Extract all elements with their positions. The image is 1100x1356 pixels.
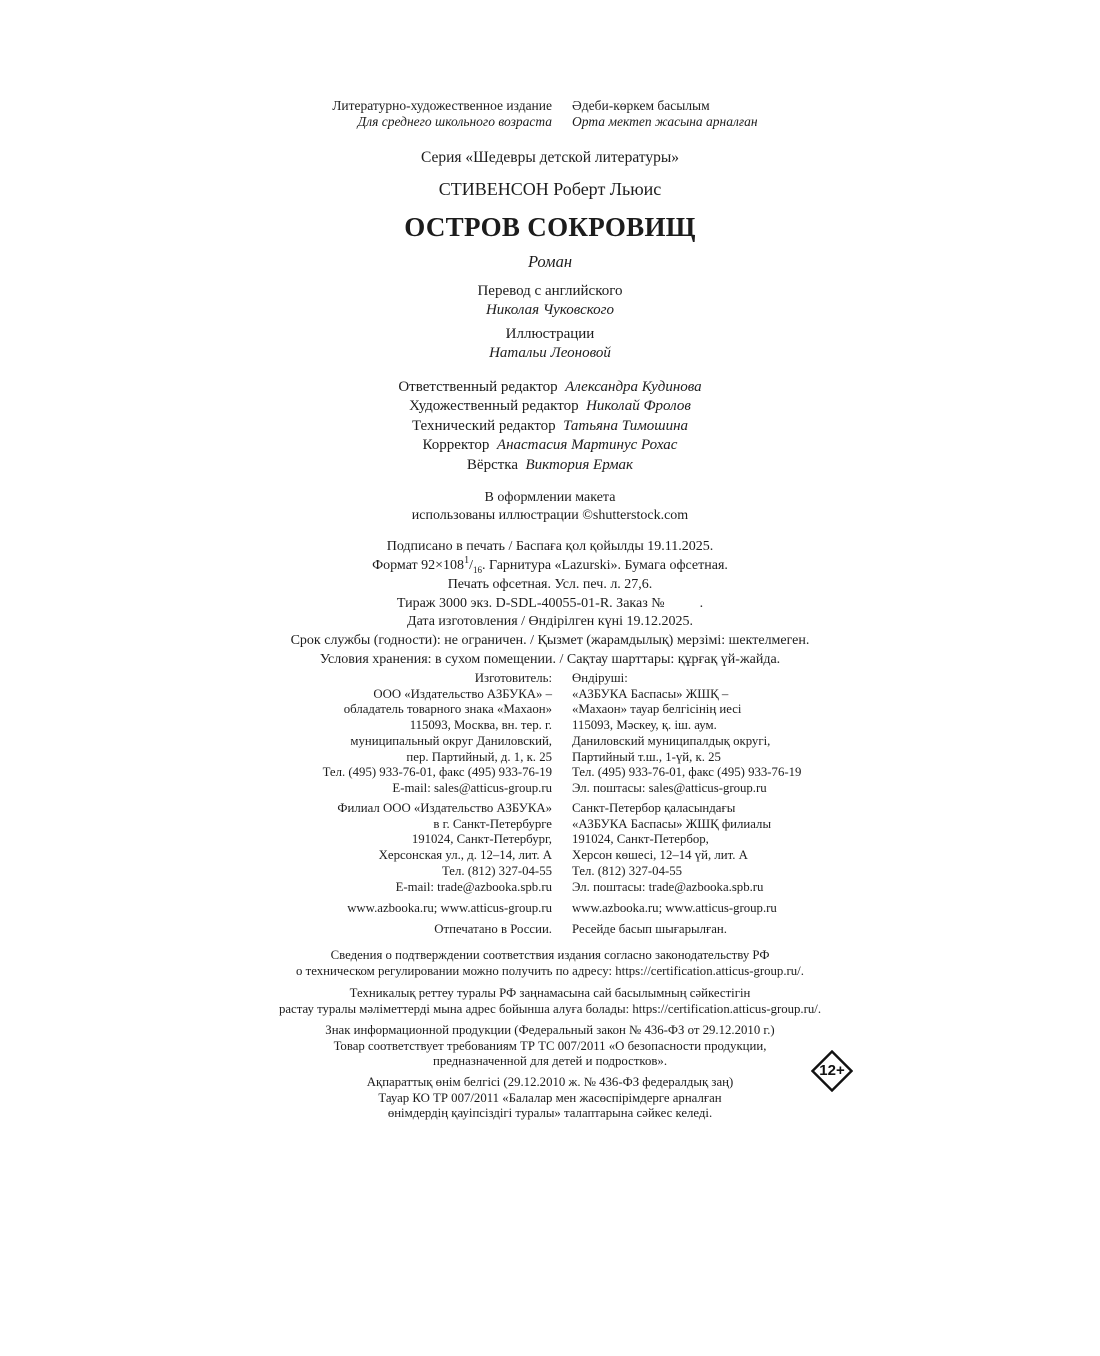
branch-ru: [337, 801, 552, 895]
credit-name: Виктория Ермак: [525, 456, 634, 473]
websites-ru: www.azbooka.ru; www.atticus-group.ru: [347, 901, 552, 915]
shelf-life: Срок службы (годности): не ограничен. / Қызмет (жарамдылық) мерзімі: шектелмеген.: [290, 632, 810, 648]
production-date: Дата изготовления / Өндірілген күні 19.12.2025.: [407, 614, 693, 630]
storage-conditions: Условия хранения: в сухом помещении. / Сақтау шарттары: құрғақ үй-жайда.: [319, 651, 781, 667]
branch-email: Эл. поштасы: trade@azbooka.spb.ru: [572, 879, 764, 894]
manufacturer-line: «АЗБУКА Баспасы» ЖШҚ –: [572, 686, 729, 701]
manufacturer-line: обладатель товарного знака «Махаон»: [343, 702, 552, 717]
manufacturer-line: «Махаон» тауар белгісінің иесі: [572, 702, 742, 717]
translator-name: Николая Чуковского: [485, 302, 615, 318]
info-sign-kz: [0, 1075, 1100, 1122]
illustrator-name: Натальи Леоновой: [489, 345, 611, 361]
manufacturer-line: Даниловский муниципалдық округі,: [572, 733, 771, 748]
book-genre: Роман: [527, 252, 573, 271]
credit-role: Технический редактор: [411, 417, 556, 434]
credit-row: [0, 417, 1100, 436]
certification-line: о техническом регулировании можно получить по адресу: https://certification.atticus-group.ru/.: [296, 963, 804, 978]
branch-line: «АЗБУКА Баспасы» ЖШҚ филиалы: [572, 816, 772, 831]
header-left: [332, 98, 552, 130]
info-sign-line: предназначенной для детей и подростков».: [432, 1054, 668, 1069]
printed-in-ru: Отпечатано в России.: [434, 922, 552, 936]
certification-ru: [0, 948, 1100, 979]
branch-line: 191024, Санкт-Петербург,: [411, 832, 552, 847]
info-sign-line: өнімдердің қауіпсіздігі туралы» талаптарына сәйкес келеді.: [387, 1106, 713, 1121]
illustrations-label: Иллюстрации: [505, 326, 595, 342]
edition-type-ru: Литературно-художественное издание: [332, 98, 552, 113]
series-name: Серия «Шедевры детской литературы»: [420, 149, 680, 166]
printed-in-kz: Ресейде басып шығарылған.: [572, 922, 727, 936]
stock-note-line: использованы иллюстрации ©shutterstock.com: [411, 508, 689, 523]
stock-note-line: В оформлении макета: [484, 490, 616, 505]
credit-row: [0, 378, 1100, 397]
info-sign-line: Знак информационной продукции (Федеральный закон № 436-ФЗ от 29.12.2010 г.): [325, 1023, 775, 1037]
format-sub: 16: [472, 564, 482, 575]
format-suffix: . Гарнитура «Lazurski». Бумага офсетная.: [481, 557, 728, 573]
branch-line: Филиал ООО «Издательство АЗБУКА»: [337, 801, 552, 815]
run-line: Тираж 3000 экз. D-SDL-40055-01-R. Заказ № .: [396, 595, 704, 611]
format-slash: /: [469, 557, 473, 573]
age-rating-badge: [811, 1050, 853, 1092]
age-rating-label: 12+: [819, 1062, 845, 1079]
printing-line: Печать офсетная. Усл. печ. л. 27,6.: [447, 577, 653, 593]
manufacturer-ru: [323, 671, 552, 797]
format-sup: 1: [464, 554, 470, 566]
credits-list: [0, 378, 1100, 475]
info-sign-line: Ақпараттық өнім белгісі (29.12.2010 ж. № 436-ФЗ федералдық заң): [366, 1075, 734, 1089]
manufacturer-line: Тел. (495) 933-76-01, факс (495) 933-76-19: [322, 765, 552, 780]
print-info: [0, 538, 1100, 669]
manufacturer-kz: [572, 671, 801, 797]
credit-row: [0, 456, 1100, 475]
info-sign-line: Товар соответствует требованиям ТР ТС 007/2011 «О безопасности продукции,: [333, 1038, 767, 1053]
branch-email: E-mail: trade@azbooka.spb.ru: [395, 879, 552, 894]
branch-line: 191024, Санкт-Петербор,: [572, 832, 709, 847]
manufacturer-line: муниципальный округ Даниловский,: [350, 733, 552, 748]
credit-name: Анастасия Мартинус Рохас: [496, 437, 678, 454]
credit-name: Николай Фролов: [586, 398, 691, 415]
manufacturer-line: 115093, Москва, вн. тер. г.: [409, 718, 552, 733]
book-title: ОСТРОВ СОКРОВИЩ: [404, 212, 696, 242]
websites-kz: www.azbooka.ru; www.atticus-group.ru: [572, 901, 777, 915]
certification-line: растау туралы мәліметтерді мына адрес бойынша алуға болады: https://certification.atticus-group.ru/.: [278, 1001, 822, 1016]
age-group-kz: Орта мектеп жасына арналған: [572, 114, 758, 129]
branch-kz: [572, 801, 771, 895]
manufacturer-email: E-mail: sales@atticus-group.ru: [392, 780, 552, 795]
credit-role: Художественный редактор: [409, 398, 579, 415]
manufacturer-line: Өндіруші:: [572, 671, 628, 685]
stock-note: [0, 489, 1100, 525]
branch-line: Санкт-Петербор қаласындағы: [572, 801, 736, 815]
credit-row: [0, 397, 1100, 416]
edition-type-kz: Әдеби-көркем басылым: [572, 98, 710, 113]
signed-date: Подписано в печать / Баспаға қол қойылды 19.11.2025.: [386, 539, 714, 554]
credit-role: Вёрстка: [466, 456, 519, 473]
credit-row: [0, 436, 1100, 455]
info-sign-line: Тауар КО ТР 007/2011 «Балалар мен жасөспірімдерге арналған: [378, 1090, 722, 1105]
format-line: [0, 554, 1100, 577]
manufacturer-email: Эл. поштасы: sales@atticus-group.ru: [572, 780, 767, 795]
age-group-ru: Для среднего школьного возраста: [357, 114, 552, 129]
branch-line: в г. Санкт-Петербурге: [433, 816, 552, 831]
format-prefix: Формат 92×108: [372, 557, 465, 573]
credit-role: Ответственный редактор: [398, 379, 558, 395]
manufacturer-line: Партийный т.ш., 1-үй, к. 25: [572, 749, 721, 764]
certification-line: Сведения о подтверждении соответствия издания согласно законодательству РФ: [330, 948, 770, 962]
branch-line: Тел. (812) 327-04-55: [441, 863, 552, 878]
branch-line: Херсонская ул., д. 12–14, лит. А: [378, 848, 552, 863]
branch-line: Херсон көшесі, 12–14 үй, лит. А: [572, 848, 748, 863]
certification-kz: [0, 986, 1100, 1017]
manufacturer-line: пер. Партийный, д. 1, к. 25: [406, 749, 552, 764]
credit-name: Татьяна Тимошина: [563, 417, 689, 434]
header-right: [572, 98, 758, 130]
credit-name: Александра Кудинова: [565, 379, 702, 395]
manufacturer-line: 115093, Мәскеу, қ. іш. аум.: [572, 718, 717, 733]
manufacturer-line: Изготовитель:: [474, 671, 552, 685]
branch-line: Тел. (812) 327-04-55: [572, 863, 683, 878]
illustrations-block: [0, 325, 1100, 363]
info-sign-ru: [0, 1023, 1100, 1070]
book-author: СТИВЕНСОН Роберт Льюис: [438, 179, 662, 199]
manufacturer-line: ООО «Издательство АЗБУКА» –: [373, 686, 552, 701]
translation-block: [0, 282, 1100, 320]
credit-role: Корректор: [422, 437, 490, 454]
translation-label: Перевод с английского: [477, 283, 623, 299]
certification-line: Техникалық реттеу туралы РФ заңнамасына сай басылымның сәйкестігін: [349, 986, 751, 1000]
manufacturer-line: Тел. (495) 933-76-01, факс (495) 933-76-19: [572, 765, 802, 780]
